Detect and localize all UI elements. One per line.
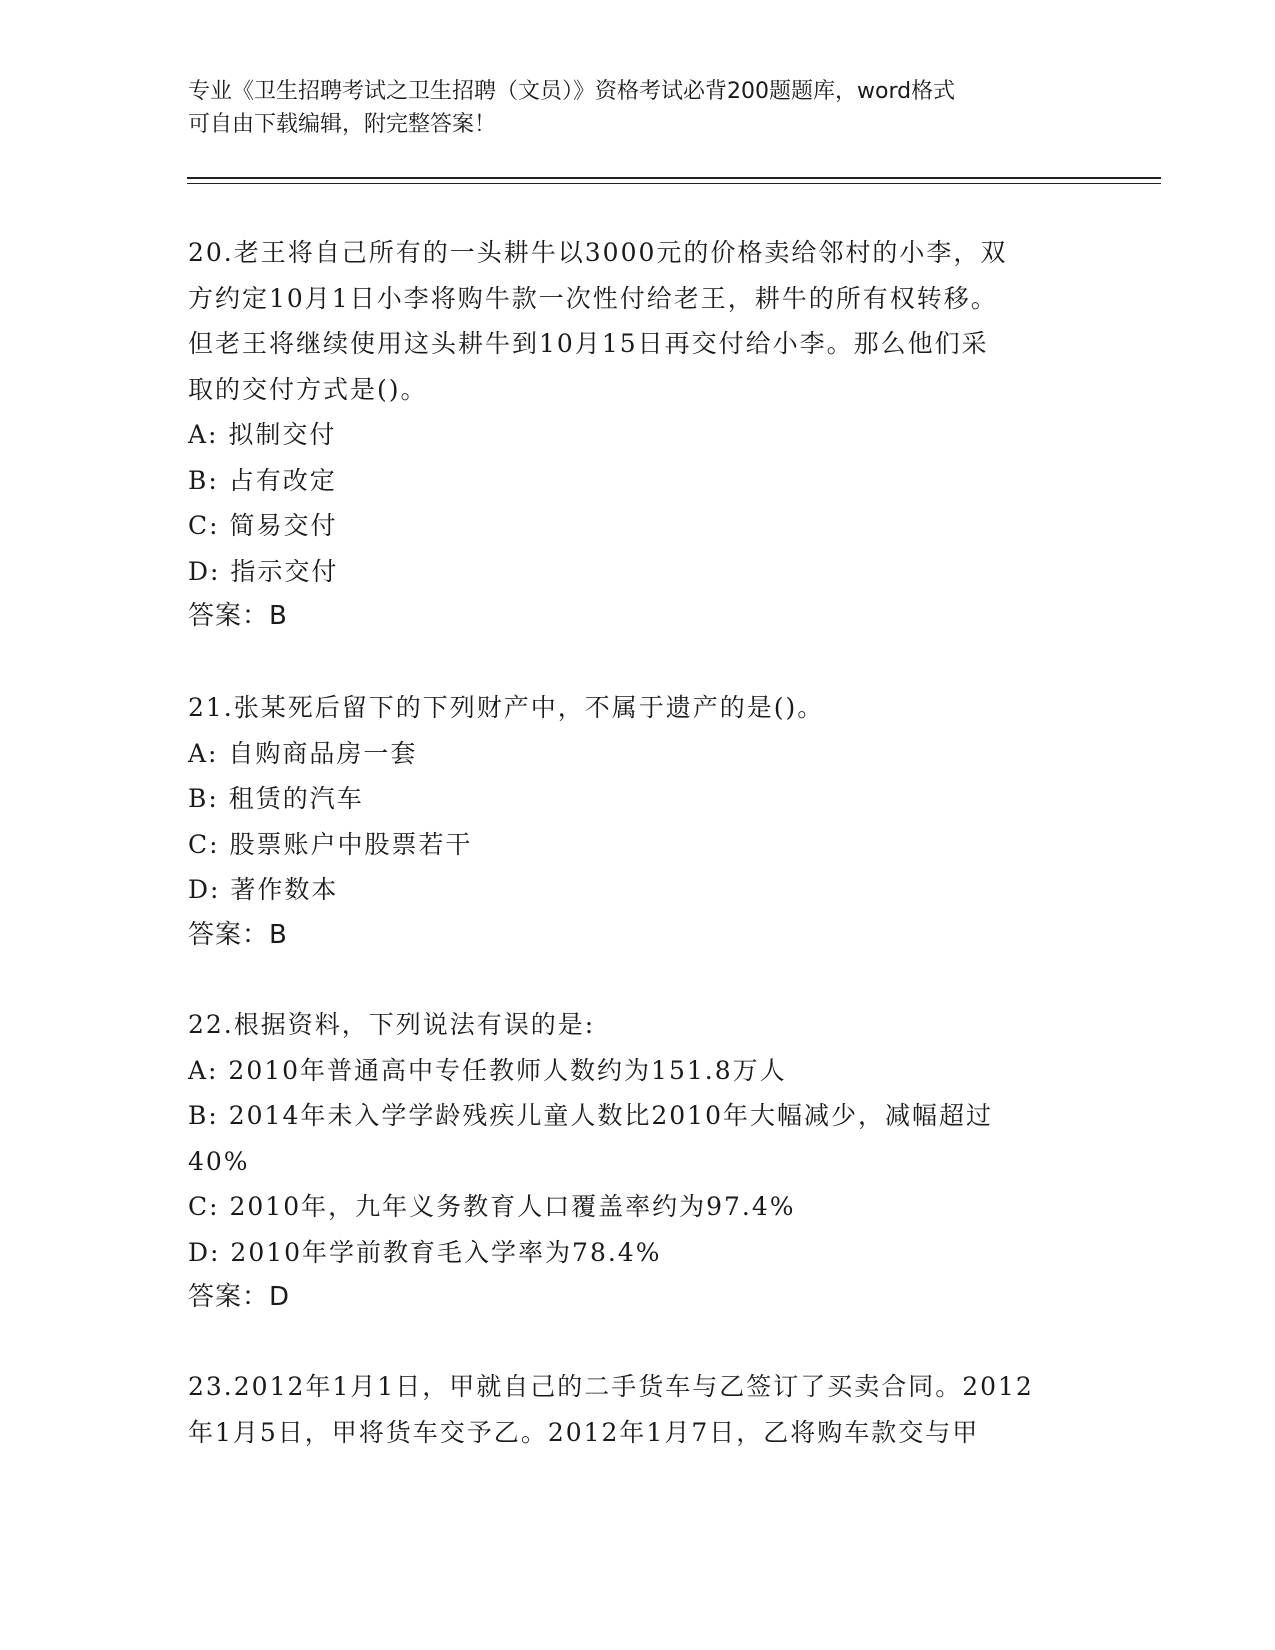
question-21-option-a: A: 自购商品房一套 [188, 738, 418, 768]
question-22-option-c: C: 2010年，九年义务教育人口覆盖率约为97.4% [188, 1192, 796, 1221]
question-22-answer: 答案：D [188, 1282, 291, 1312]
header-line-2: 可自由下载编辑，附完整答案！ [188, 112, 497, 137]
question-20-answer: 答案：B [188, 601, 288, 631]
document-header [188, 75, 1088, 141]
question-22 [188, 1002, 1088, 1321]
question-21-answer: 答案：B [188, 919, 288, 950]
question-22-option-a: A: 2010年普通高中专任教师人数约为151.8万人 [188, 1055, 787, 1085]
header-rule-thin [187, 183, 1161, 184]
question-21-option-d: D: 著作数本 [188, 875, 339, 904]
question-21-option-b: B: 租赁的汽车 [188, 784, 364, 813]
header-line-1: 专业《卫生招聘考试之卫生招聘（文员）》资格考试必背200题题库，word格式 [188, 79, 956, 104]
question-20-text-line: 但老王将继续使用这头耕牛到10月15日再交付给小李。那么他们采 [188, 329, 989, 358]
question-22-option-b-continued: 40% [188, 1146, 250, 1176]
question-23 [188, 1364, 1088, 1455]
question-20-text-line: 取的交付方式是()。 [188, 374, 428, 404]
question-20-text-line: 20.老王将自己所有的一头耕牛以3000元的价格卖给邻村的小李，双 [188, 238, 1008, 267]
question-22-option-d: D: 2010年学前教育毛入学率为78.4% [188, 1237, 662, 1267]
question-23-text-line: 23.2012年1月1日，甲就自己的二手货车与乙签订了买卖合同。2012 [188, 1372, 1034, 1401]
question-22-option-b: B: 2014年未入学学龄残疾儿童人数比2010年大幅减少，减幅超过 [188, 1101, 993, 1130]
question-20-option-b: B: 占有改定 [188, 465, 337, 495]
question-21 [188, 685, 1088, 958]
question-20-option-a: A: 拟制交付 [188, 420, 337, 449]
question-20-option-c: C: 简易交付 [188, 511, 338, 540]
question-20-option-d: D: 指示交付 [188, 556, 339, 586]
question-22-text-line: 22.根据资料，下列说法有误的是: [188, 1010, 596, 1039]
header-rule-thick [187, 177, 1161, 179]
question-23-text-line: 年1月5日，甲将货车交予乙。2012年1月7日，乙将购车款交与甲 [188, 1417, 980, 1447]
question-21-option-c: C: 股票账户中股票若干 [188, 829, 473, 859]
question-20 [188, 230, 1088, 640]
question-21-text-line: 21.张某死后留下的下列财产中，不属于遗产的是()。 [188, 693, 825, 722]
question-20-text-line: 方约定10月1日小李将购牛款一次性付给老王，耕牛的所有权转移。 [188, 283, 998, 313]
